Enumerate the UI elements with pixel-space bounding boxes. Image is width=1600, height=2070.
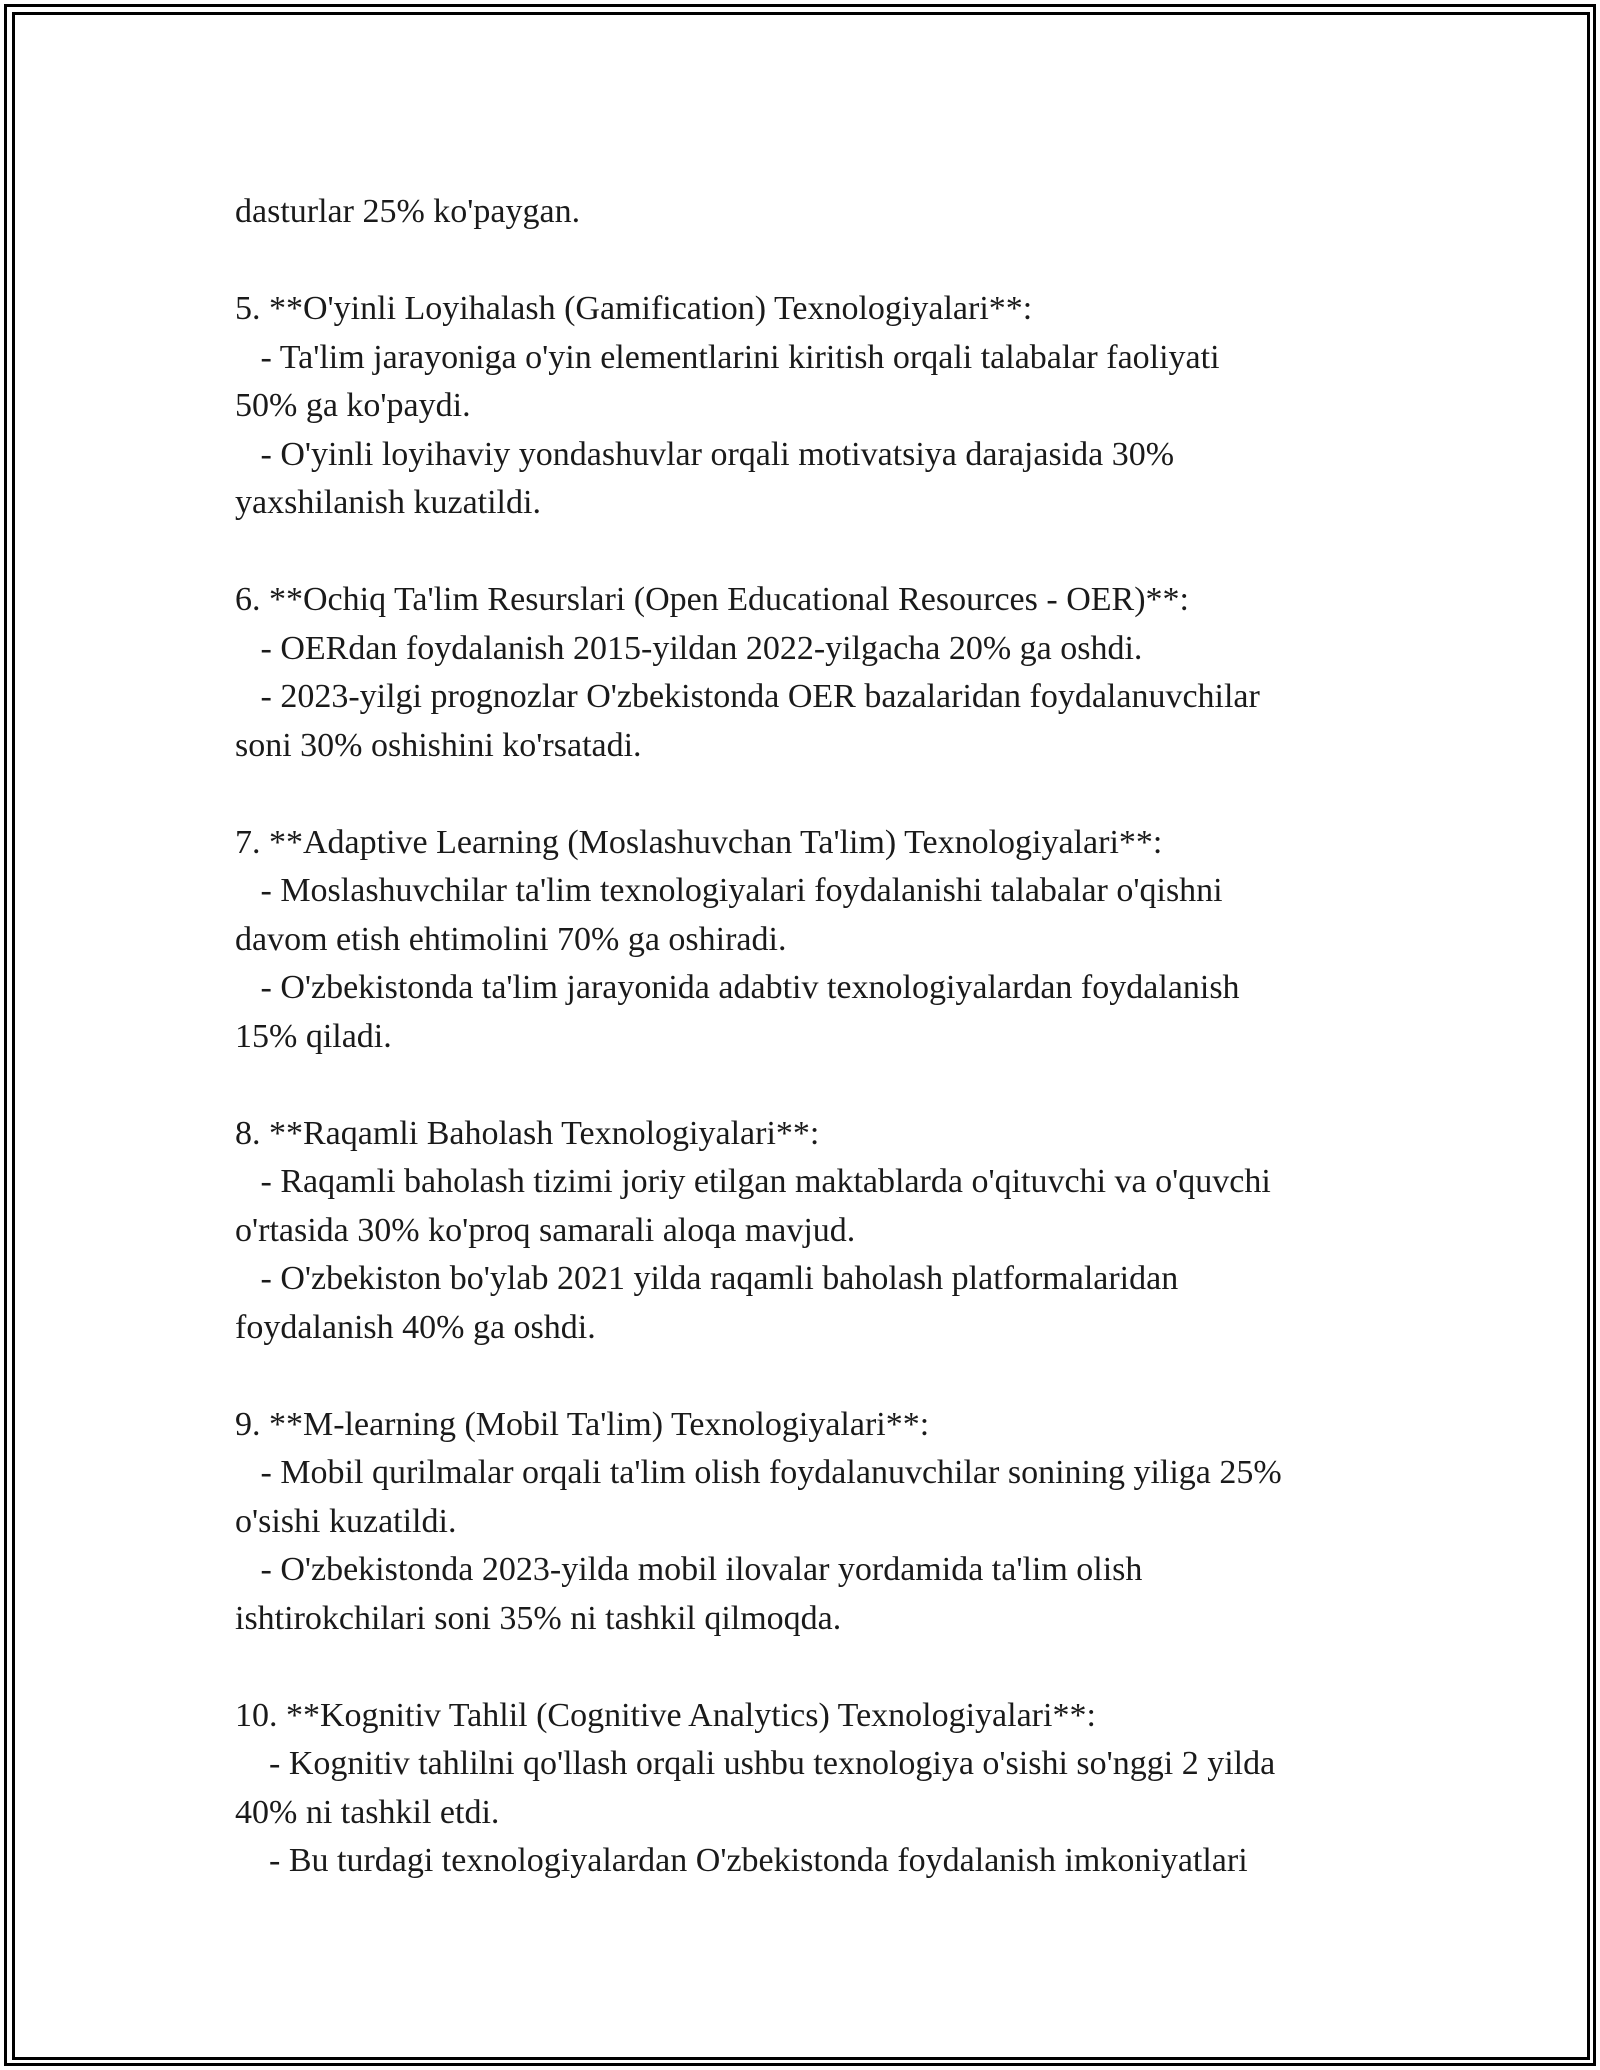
paragraph-gap — [235, 1352, 1395, 1401]
text-line: - Mobil qurilmalar orqali ta'lim olish foydalanuvchilar sonining yiliga 25% — [235, 1454, 1282, 1491]
text-line: - Moslashuvchilar ta'lim texnologiyalari foydalanishi talabalar o'qishni — [235, 872, 1223, 909]
section-heading-6: 6. **Ochiq Ta'lim Resurslari (Open Educational Resources - OER)**: — [235, 581, 1189, 618]
paragraph-gap — [235, 528, 1395, 577]
document-body — [235, 188, 1395, 1886]
text-line: o'sishi kuzatildi. — [235, 1502, 457, 1540]
section-heading-7: 7. **Adaptive Learning (Moslashuvchan Ta'lim) Texnologiyalari**: — [235, 823, 1163, 861]
text-line: - O'yinli loyihaviy yondashuvlar orqali motivatsiya darajasida 30% — [235, 435, 1175, 473]
text-line: 15% qiladi. — [235, 1017, 392, 1055]
text-line: o'rtasida 30% ko'proq samarali aloqa mavjud. — [235, 1211, 856, 1249]
text-line: - O'zbekiston bo'ylab 2021 yilda raqamli baholash platformalaridan — [235, 1260, 1179, 1297]
text-line: davom etish ehtimolini 70% ga oshiradi. — [235, 920, 787, 958]
paragraph-gap — [235, 770, 1395, 819]
section-heading-5: 5. **O'yinli Loyihalash (Gamification) Texnologiyalari**: — [235, 290, 1033, 327]
text-line: 40% ni tashkil etdi. — [235, 1793, 500, 1831]
text-line: dasturlar 25% ko'paygan. — [235, 193, 581, 230]
paragraph-gap — [235, 1061, 1395, 1110]
paragraph-gap — [235, 237, 1395, 286]
paragraph-gap — [235, 1643, 1395, 1692]
text-line: - Raqamli baholash tizimi joriy etilgan maktablarda o'qituvchi va o'quvchi — [235, 1163, 1271, 1200]
text-line: - O'zbekistonda ta'lim jarayonida adabtiv texnologiyalardan foydalanish — [235, 969, 1240, 1006]
section-heading-9: 9. **M-learning (Mobil Ta'lim) Texnologiyalari**: — [235, 1405, 930, 1443]
text-line: ishtirokchilari soni 35% ni tashkil qilmoqda. — [235, 1599, 842, 1637]
text-line: yaxshilanish kuzatildi. — [235, 484, 541, 521]
text-line: - Bu turdagi texnologiyalardan O'zbekistonda foydalanish imkoniyatlari — [235, 1842, 1248, 1879]
text-line: 50% ga ko'paydi. — [235, 387, 471, 424]
text-line: - 2023-yilgi prognozlar O'zbekistonda OER bazalaridan foydalanuvchilar — [235, 678, 1260, 715]
text-line: soni 30% oshishini ko'rsatadi. — [235, 726, 642, 764]
text-line: foydalanish 40% ga oshdi. — [235, 1308, 596, 1346]
section-heading-10: 10. **Kognitiv Tahlil (Cognitive Analytics) Texnologiyalari**: — [235, 1696, 1096, 1734]
text-line: - Ta'lim jarayoniga o'yin elementlarini kiritish orqali talabalar faoliyati — [235, 338, 1220, 376]
text-line: - Kognitiv tahlilni qo'llash orqali ushbu texnologiya o'sishi so'nggi 2 yilda — [235, 1745, 1276, 1782]
section-heading-8: 8. **Raqamli Baholash Texnologiyalari**: — [235, 1114, 820, 1152]
text-line: - O'zbekistonda 2023-yilda mobil ilovalar yordamida ta'lim olish — [235, 1551, 1143, 1588]
text-line: - OERdan foydalanish 2015-yildan 2022-yilgacha 20% ga oshdi. — [235, 629, 1143, 667]
